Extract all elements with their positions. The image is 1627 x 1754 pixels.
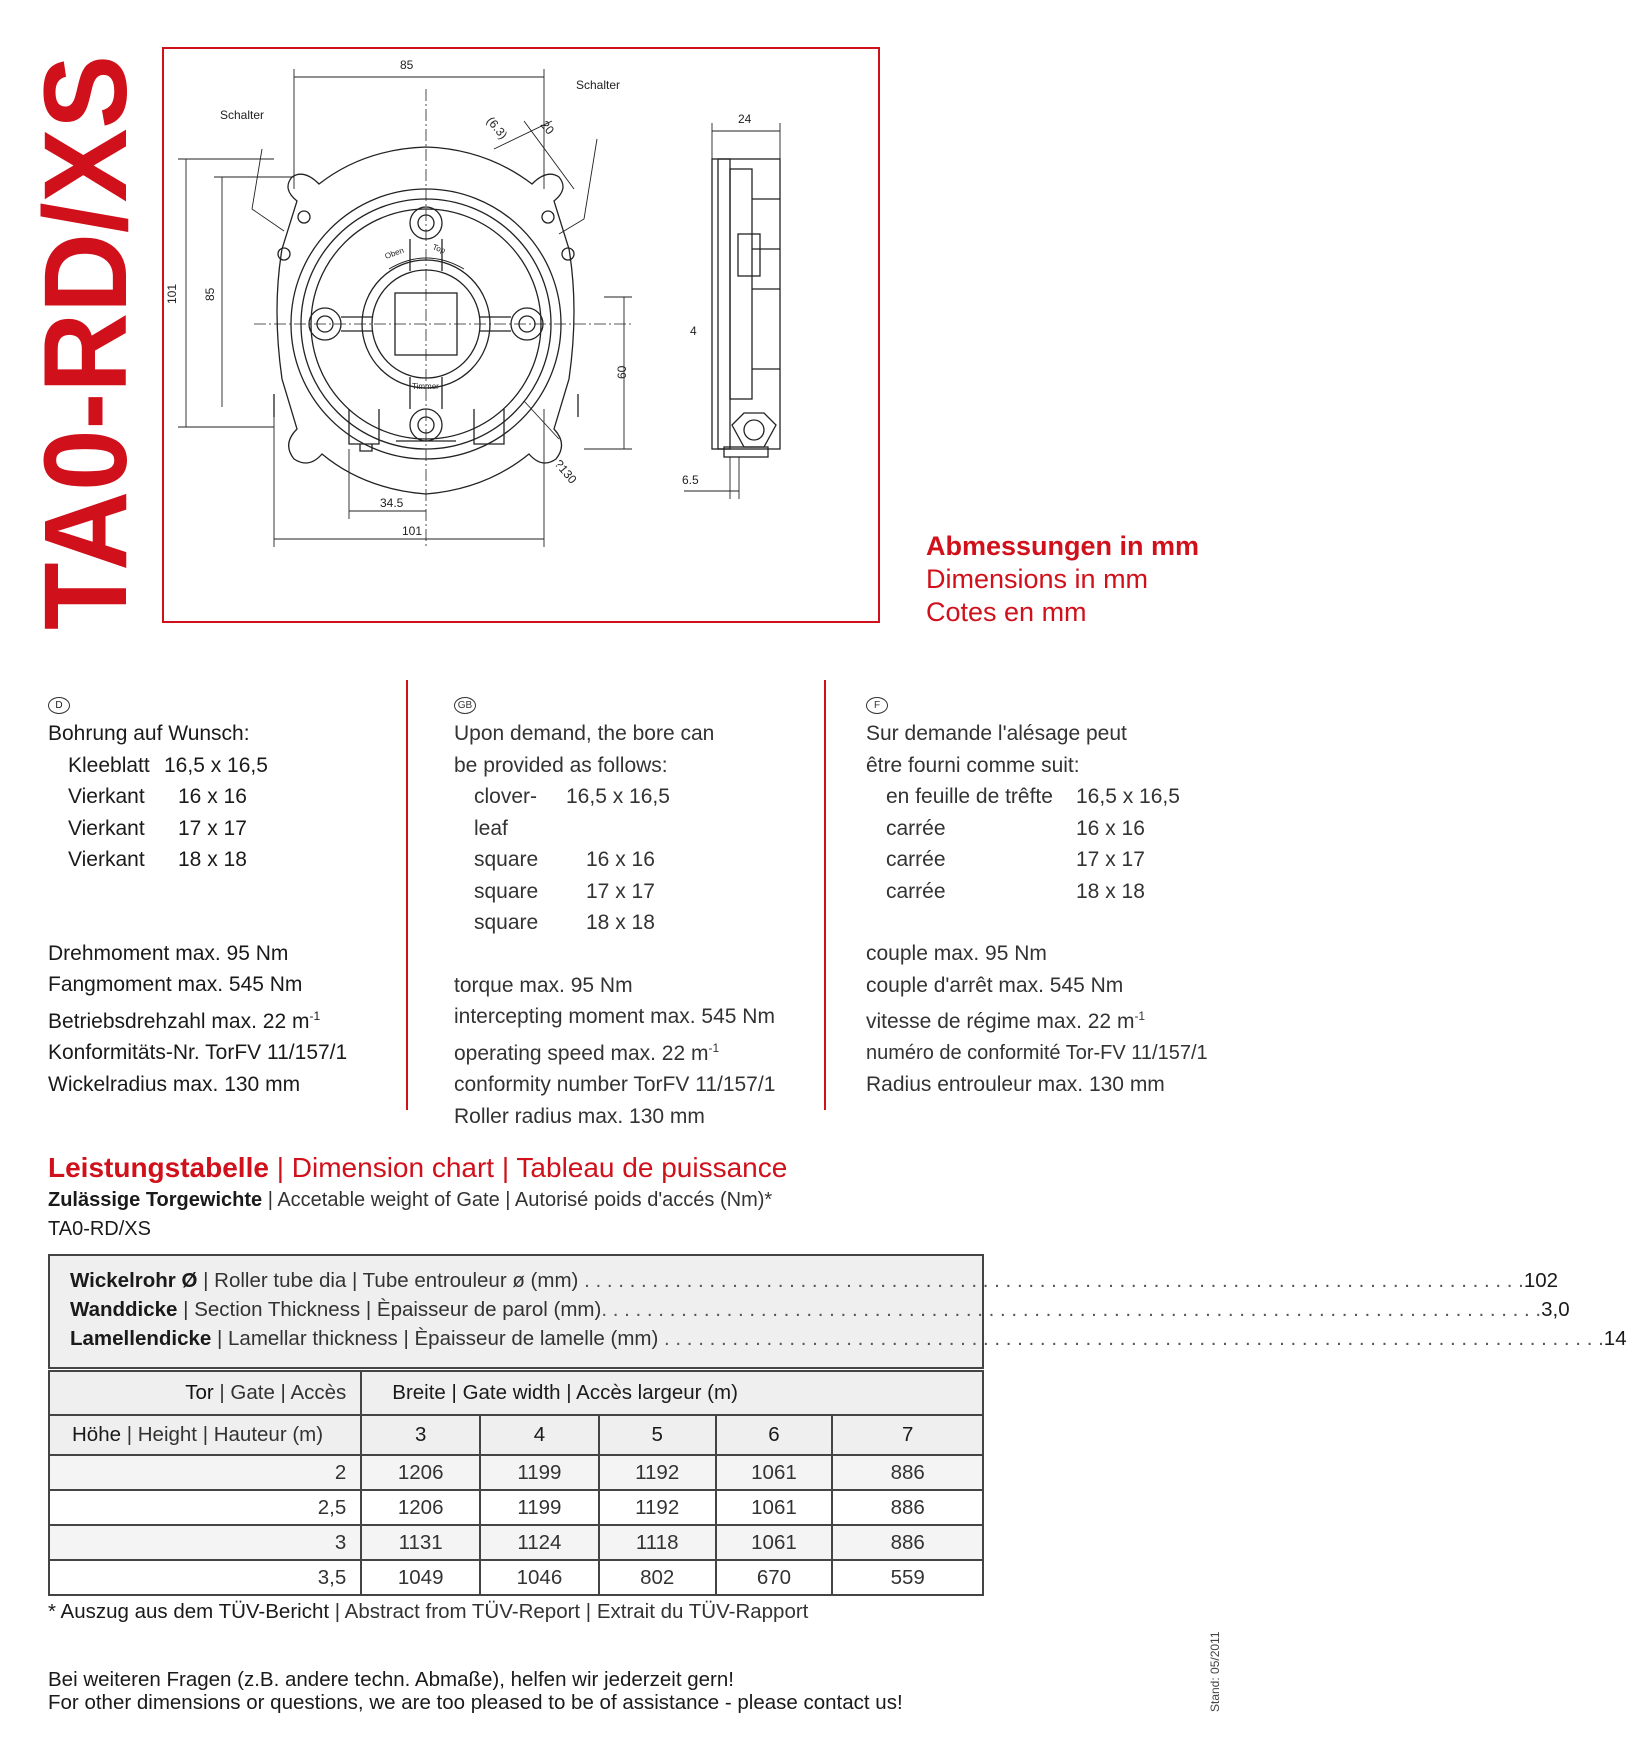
spec-radius-fr: Radius entrouleur max. 130 mm [866,1073,1165,1096]
performance-title: Leistungstabelle | Dimension chart | Tableau de puissance [48,1152,788,1183]
dim-24: 24 [738,112,752,126]
dim-85-top: 85 [400,58,414,72]
spec-conformity-fr: numéro de conformité Tor-FV 11/157/1 [866,1041,1208,1064]
badge-gb: GB [454,697,476,714]
product-title [20,15,152,630]
bore-row: Kleeblatt 16,5 x 16,5 [68,753,268,777]
spec-speed-fr: vitesse de régime max. 22 $m^{-1}$ [866,1009,1146,1033]
tube-spec-box [48,1254,1627,1369]
spec-catch-fr: couple d'arrêt max. 545 Nm [866,973,1124,997]
spec-speed-en: operating speed max. 22 $m^{-1}$ [454,1040,720,1065]
bore-row: carrée 18 x 18 [886,879,1145,903]
dim-60: 60 [615,365,629,379]
stand-date: Stand: 05/2011 [1208,1631,1222,1712]
spec-torque-fr: couple max. 95 Nm [866,942,1047,965]
schalter-right-label: Schalter [576,78,621,92]
performance-title-de: Leistungstabelle [48,1152,269,1183]
spec-torque-de: Drehmoment max. 95 Nm [48,941,289,965]
performance-title-en: Dimension chart [291,1152,495,1183]
performance-table [48,1370,984,1596]
column-french [866,686,1238,1101]
bore-row: Vierkant 16 x 16 [68,785,247,808]
bore-intro-de: Bohrung auf Wunsch: [48,722,250,745]
contact-en: For other dimensions or questions, we are too pleased to be of assistance - please contact us! [48,1691,903,1714]
bore-row: Vierkant 18 x 18 [68,848,247,871]
spec-catch-en: intercepting moment max. 545 Nm [454,1005,775,1028]
side-view [712,159,780,457]
width-5: 5 [599,1415,716,1455]
dim-101-bottom: 101 [402,524,423,538]
label-oben: Oben [383,245,406,261]
width-header: Breite | Gate width | Accès largeur (m) [361,1371,983,1415]
column-divider [824,680,826,1110]
dim-4: 4 [690,324,697,338]
badge-f: F [866,697,888,714]
label-timmer: Timmer [412,382,439,391]
badge-d: D [48,697,70,714]
dim-6-3: (6.3) [483,113,511,142]
bore-row: square 17 x 17 [474,879,655,903]
spec-catch-de: Fangmoment max. 545 Nm [48,973,303,996]
width-3: 3 [361,1415,480,1455]
table-row: 2,5 1206 1199 1192 1061 886 [49,1490,983,1525]
spec-conformity-de: Konformitäts-Nr. TorFV 11/157/1 [48,1041,348,1064]
bore-intro-fr-1: Sur demande l'alésage peut [866,722,1127,745]
spec-torque-en: torque max. 95 Nm [454,973,633,997]
dimensions-de: Abmessungen in mm [926,531,1200,561]
dimensions-en: Dimensions in mm [926,564,1149,594]
bore-row: carrée 17 x 17 [886,848,1145,871]
column-english [454,686,814,1132]
spec-conformity-en: conformity number TorFV 11/157/1 [454,1073,776,1096]
technical-drawing-frame [162,47,880,623]
spec-lamellar-thickness: Lamellendicke | Lamellar thickness | Èpaisseur de lamelle (mm) . . . 14 [70,1324,962,1353]
spec-speed-de: Betriebsdrehzahl max. 22 $m^{-1}$ [48,1008,321,1033]
performance-model: TA0-RD/XS [48,1218,151,1240]
dim-6-5: 6.5 [682,473,699,487]
bore-row: square 16 x 16 [474,848,655,871]
footnote: * Auszug aus dem TÜV-Bericht | Abstract from TÜV-Report | Extrait du TÜV-Rapport [48,1600,809,1623]
table-row: 3,5 1049 1046 802 670 559 [49,1560,983,1595]
height-header: Höhe | Height | Hauteur (m) [49,1415,361,1455]
spec-roller-tube: Wickelrohr Ø | Roller tube dia | Tube entrouleur ø (mm) . . . 102 [70,1266,962,1295]
column-german [48,686,408,1100]
performance-subtitle: Zulässige Torgewichte | Accetable weight of Gate | Autorisé poids d'accés (Nm)* [48,1189,773,1211]
spec-wall-thickness: Wanddicke | Section Thickness | Èpaisseur de parol (mm) . . . 3,0 [70,1295,962,1324]
product-title-text: TA0-RD/XS [20,15,152,630]
spec-radius-de: Wickelradius max. 130 mm [48,1072,301,1096]
dimensions-heading [926,530,1199,629]
column-divider [406,680,408,1110]
dim-34-5: 34.5 [380,496,404,510]
gate-header: Tor | Gate | Accès [49,1371,361,1415]
width-7: 7 [832,1415,983,1455]
dimensions-fr: Cotes en mm [926,597,1087,627]
width-4: 4 [480,1415,599,1455]
bore-intro-fr-2: être fourni comme suit: [866,753,1080,777]
bore-intro-en-2: be provided as follows: [454,753,668,777]
dim-85-left: 85 [203,287,217,301]
table-row: 3 1131 1124 1118 1061 886 [49,1525,983,1560]
bore-row: carrée 16 x 16 [886,816,1145,840]
width-6: 6 [716,1415,833,1455]
dim-20: 20 [537,117,558,138]
contact-de: Bei weiteren Fragen (z.B. andere techn. Abmaße), helfen wir jederzeit gern! [48,1668,734,1691]
dim-130: ?130 [551,456,580,487]
performance-title-fr: Tableau de puissance [516,1152,788,1183]
bore-intro-en-1: Upon demand, the bore can [454,722,715,745]
bore-row: en feuille de trêfte 16,5 x 16,5 [886,785,1180,808]
contact-note [48,1668,903,1714]
bore-row: Vierkant 17 x 17 [68,816,247,840]
technical-drawing [164,49,878,621]
label-top: Top [431,242,447,256]
dim-101-left: 101 [165,283,179,304]
spec-radius-en: Roller radius max. 130 mm [454,1104,705,1128]
bore-row: clover-leaf 16,5 x 16,5 [474,785,670,840]
schalter-left-label: Schalter [220,108,265,122]
table-row: 2 1206 1199 1192 1061 886 [49,1455,983,1490]
bore-row: square 18 x 18 [474,911,655,934]
